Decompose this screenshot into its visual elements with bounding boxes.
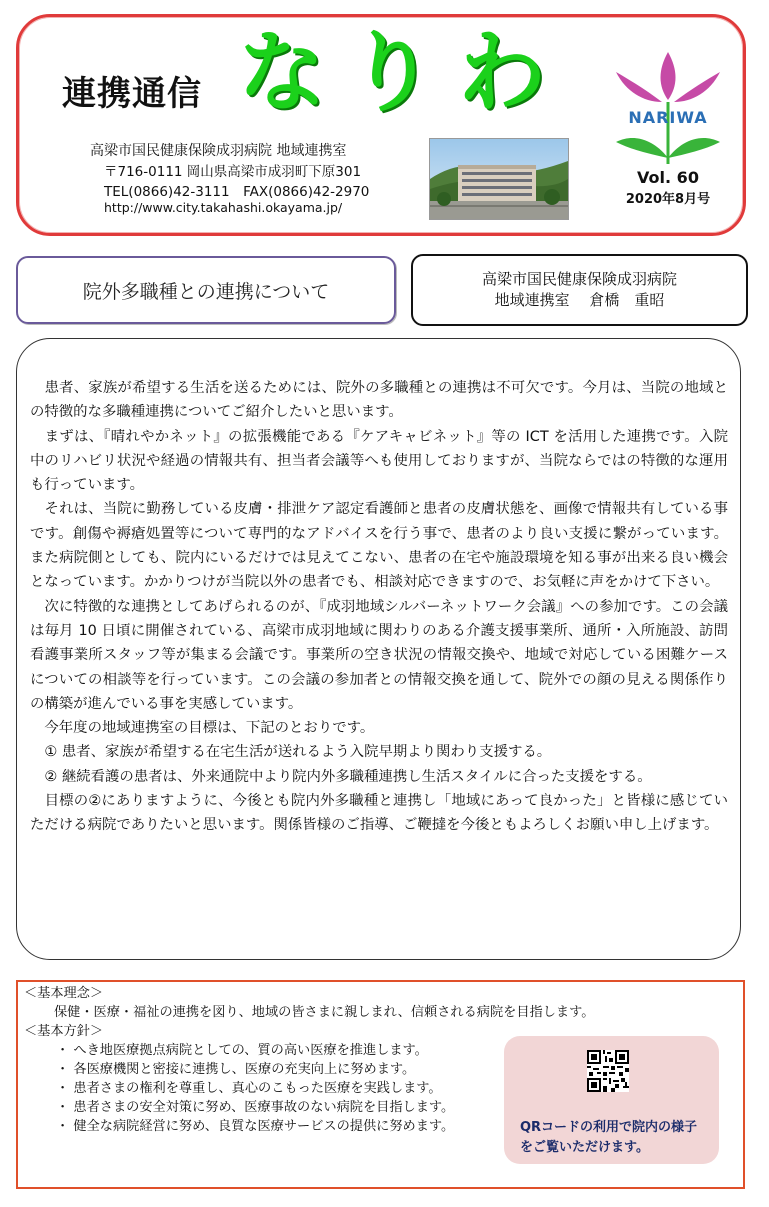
policy-heading: ＜基本方針＞	[24, 1024, 104, 1039]
list-item: ・ 各医療機関と密接に連携し、医療の充実向上に努めます。	[56, 1062, 416, 1077]
goal-item: ① 患者、家族が希望する在宅生活が送れるよう入院早期より関わり支援する。	[30, 744, 552, 761]
author-name: 地域連携室 倉橋 重昭	[494, 291, 665, 309]
issue-date: 2020年8月号	[625, 192, 711, 207]
newsletter-name: なりわ	[238, 20, 569, 124]
volume-number: Vol. 60	[637, 168, 699, 187]
paragraph: 目標の②にありますように、今後とも院内外多職種と連携し「地域にあって良かった」と皆様に感じていただける病院でありたいと思います。関係皆様のご指導、ご鞭撻を今後ともよろしくお願い申し上げます。	[30, 793, 728, 834]
phone-fax: TEL(0866)42-3111 FAX(0866)42-2970	[104, 184, 370, 200]
series-title: 連携通信	[62, 74, 202, 114]
author-box	[411, 254, 748, 326]
article-title: 院外多職種との連携について	[16, 256, 396, 324]
goal-item: ② 継続看護の患者は、外来通院中より院内外多職種連携し生活スタイルに合った支援をする。	[30, 768, 652, 785]
paragraph: 次に特徴的な連携としてあげられるのが、『成羽地域シルバーネットワーク会議』への参加です。この会議は毎月 10 日頃に開催されている、高梁市成羽地域に関わりのある介護支援事業所、通所・入所施設、訪問看護事業所スタッフ等が集まる会議です。事業所の空き状況の情報交換や、地域で対応している困難ケースについての相談等を行っています。この会議の参加者との情報交換を通して、院外での顔の見える関係作りの構築が進んでいる事を実感しています。	[30, 598, 728, 712]
article-body	[30, 376, 728, 838]
hospital-building-photo	[429, 138, 569, 220]
logo-wordmark: NARIWA	[628, 108, 708, 127]
list-item: ・ 患者さまの安全対策に努め、医療事故のない病院を目指します。	[56, 1100, 455, 1115]
philosophy-text: 保健・医療・福祉の連携を図り、地域の皆さまに親しまれ、信頼される病院を目指します。	[54, 1005, 595, 1020]
philosophy-heading: ＜基本理念＞	[24, 986, 104, 1001]
policy-list	[56, 1041, 454, 1136]
paragraph: それは、当院に勤務している皮膚・排泄ケア認定看護師と患者の皮膚状態を、画像で情報共有している事です。創傷や褥瘡処置等について専門的なアドバイスを行う事で、患者のより良い支援に繋がっています。また病院側としても、院内にいるだけでは見えてこない、患者の在宅や施設環境を知る事が出来る良い機会となっています。かかりつけが当院以外の患者でも、相談対応できますので、お気軽に声をかけて下さい。	[30, 501, 728, 591]
qr-code-icon[interactable]	[587, 1050, 629, 1092]
paragraph: まずは、『晴れやかネット』の拡張機能である『ケアキャビネット』等の ICT を活用した連携です。入院中のリハビリ状況や経過の情報共有、担当者会議等へも使用しておりますが、当院ならではの特徴的な運用も行っています。	[30, 428, 728, 494]
website-url[interactable]: http://www.city.takahashi.okayama.jp/	[104, 200, 343, 215]
qr-caption: QRコードの利用で院内の様子をご覧いただけます。	[520, 1120, 698, 1155]
author-organization: 高梁市国民健康保険成羽病院	[481, 270, 677, 288]
address: 〒716-0111 岡山県高梁市成羽町下原301	[104, 164, 362, 180]
list-item: ・ 健全な病院経営に努め、良質な医療サービスの提供に努めます。	[56, 1119, 455, 1134]
hospital-name: 高梁市国民健康保険成羽病院 地域連携室	[90, 143, 347, 159]
list-item: ・ 患者さまの権利を尊重し、真心のこもった医療を実践します。	[56, 1081, 442, 1096]
paragraph: 今年度の地域連携室の目標は、下記のとおりです。	[30, 720, 375, 737]
list-item: ・ へき地医療拠点病院としての、質の高い医療を推進します。	[56, 1043, 428, 1058]
paragraph: 患者、家族が希望する生活を送るためには、院外の多職種との連携は不可欠です。今月は、当院の地域との特徴的な多職種連携についてご紹介したいと思います。	[30, 380, 728, 421]
